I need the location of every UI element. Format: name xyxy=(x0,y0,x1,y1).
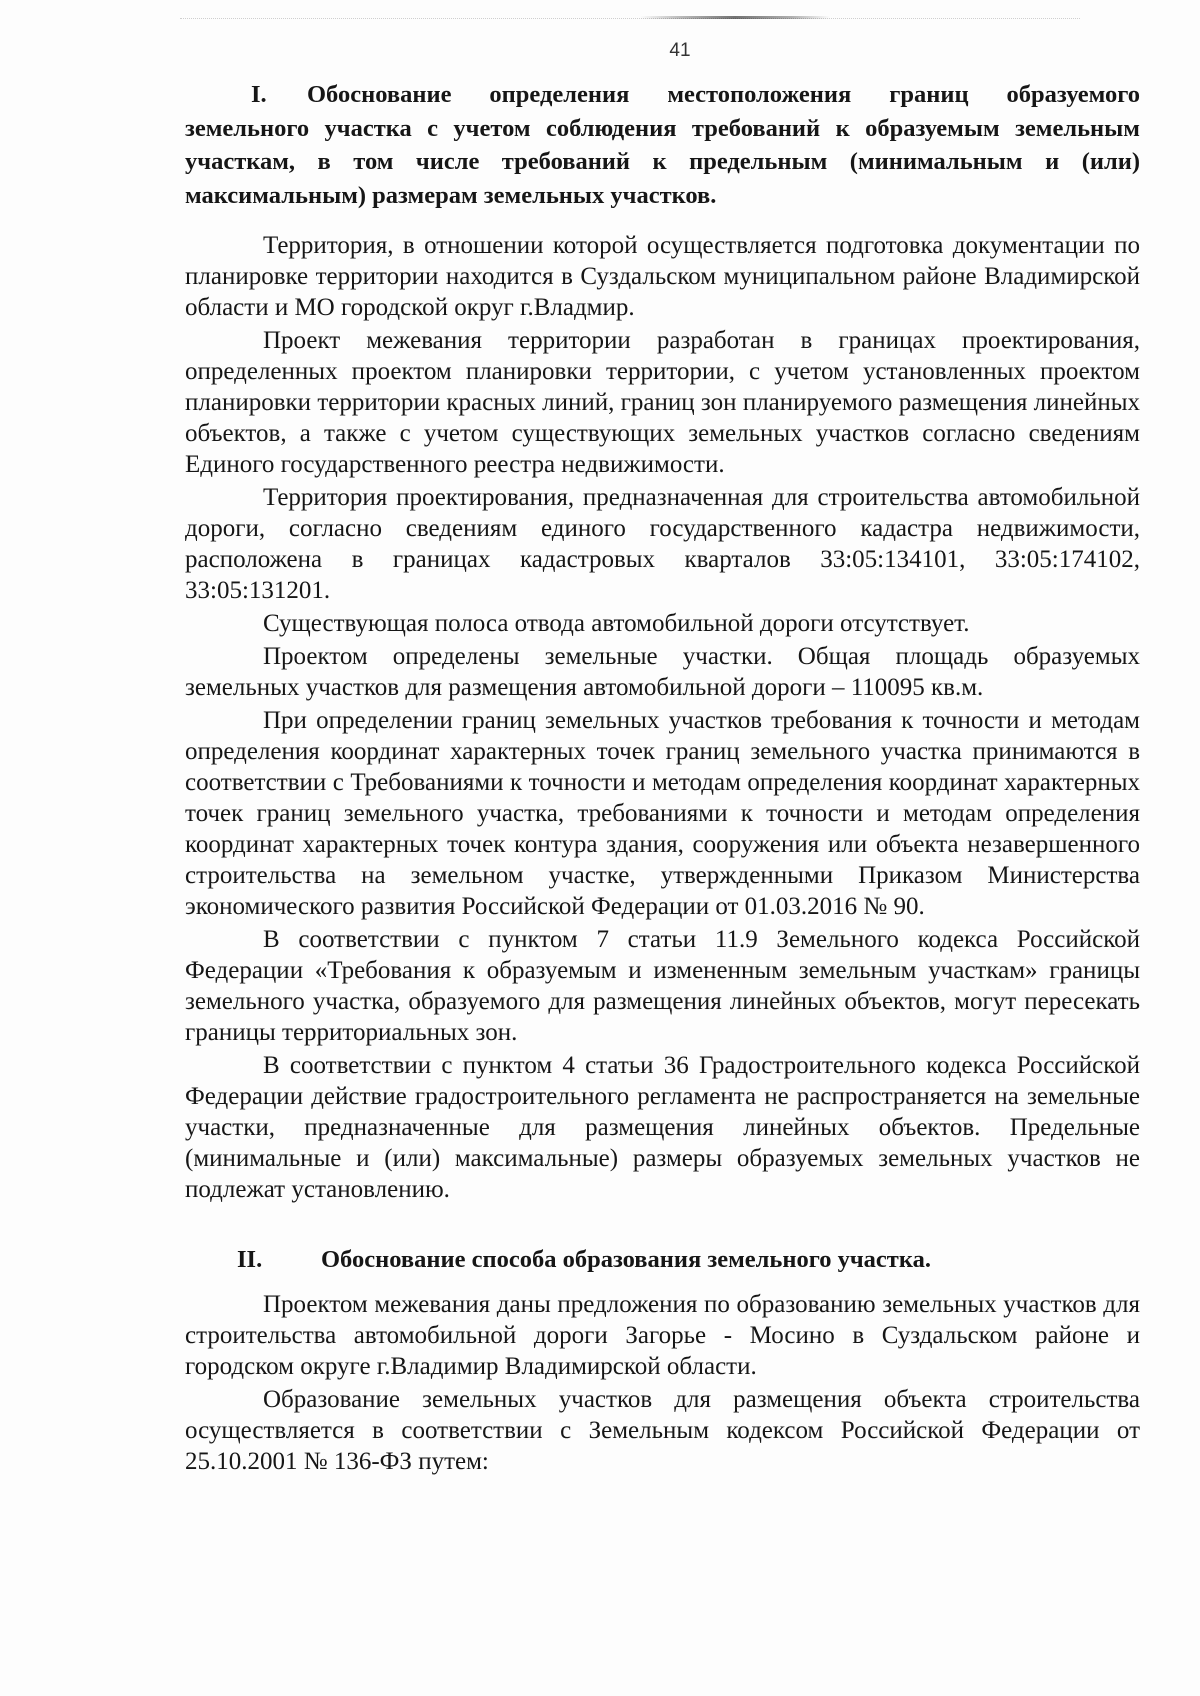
paragraph: Проектом межевания даны предложения по образованию земельных участков для строительства автомобильной дороги Загорье - Мосино в Суздальском районе и городском округе г.Владимир Владимирской области. xyxy=(185,1291,1140,1380)
section-number-1: I. xyxy=(251,81,267,108)
section-title-1: Обоснование определения местоположения границ образуемого земельного участка с учетом соблюдения требований к образуемым земельным участкам, в том числе требований к предельным (минимальным и (или) максимальным) размерам земельных участков. xyxy=(185,81,1140,209)
paragraph: Образование земельных участков для размещения объекта строительства осуществляется в соответствии с Земельным кодексом Российской Федерации от 25.10.2001 № 136-ФЗ путем: xyxy=(185,1386,1140,1475)
section-heading-2 xyxy=(185,1243,1140,1277)
paragraph: Существующая полоса отвода автомобильной дороги отсутствует. xyxy=(263,610,970,637)
scan-artifact xyxy=(640,16,830,19)
section-heading-1 xyxy=(185,78,1140,212)
section-number-2: II. xyxy=(237,1246,263,1273)
paragraph: Проектом определены земельные участки. Общая площадь образуемых земельных участков для размещения автомобильной дороги – 110095 кв.м. xyxy=(185,643,1140,701)
paragraph: Проект межевания территории разработан в границах проектирования, определенных проектом планировки территории, с учетом установленных проектом планировки территории красных линий, границ зон планируемого размещения линейных объектов, а также с учетом существующих земельных участков согласно сведениям Единого государственного реестра недвижимости. xyxy=(185,327,1140,478)
scan-artifact xyxy=(180,18,1080,20)
paragraph: Территория проектирования, предназначенная для строительства автомобильной дороги, согласно сведениям единого государственного кадастра недвижимости, расположена в границах кадастровых кварталов 33:05:134101, 33:05:174102, 33:05:131201. xyxy=(185,484,1140,604)
paragraph: Территория, в отношении которой осуществляется подготовка документации по планировке территории находится в Суздальском муниципальном районе Владимирской области и МО городской округ г.Владмир. xyxy=(185,232,1140,321)
document-body xyxy=(185,78,1140,1479)
paragraph: В соответствии с пунктом 7 статьи 11.9 Земельного кодекса Российской Федерации «Требования к образуемым и измененным земельным участкам» границы земельного участка, образуемого для размещения линейных объектов, могут пересекать границы территориальных зон. xyxy=(185,926,1140,1046)
section-title-2: Обоснование способа образования земельного участка. xyxy=(321,1246,931,1273)
page-number: 41 xyxy=(669,40,691,61)
paragraph: В соответствии с пунктом 4 статьи 36 Градостроительного кодекса Российской Федерации действие градостроительного регламента не распространяется на земельные участки, предназначенные для размещения линейных объектов. Предельные (минимальные и (или) максимальные) размеры образуемых земельных участков не подлежат установлению. xyxy=(185,1052,1140,1203)
paragraph: При определении границ земельных участков требования к точности и методам определения координат характерных точек границ земельного участка принимаются в соответствии с Требованиями к точности и методам определения координат характерных точек границ земельного участка, требованиями к точности и методам определения координат характерных точек контура здания, сооружения или объекта незавершенного строительства на земельном участке, утвержденными Приказом Министерства экономического развития Российской Федерации от 01.03.2016 № 90. xyxy=(185,707,1140,920)
